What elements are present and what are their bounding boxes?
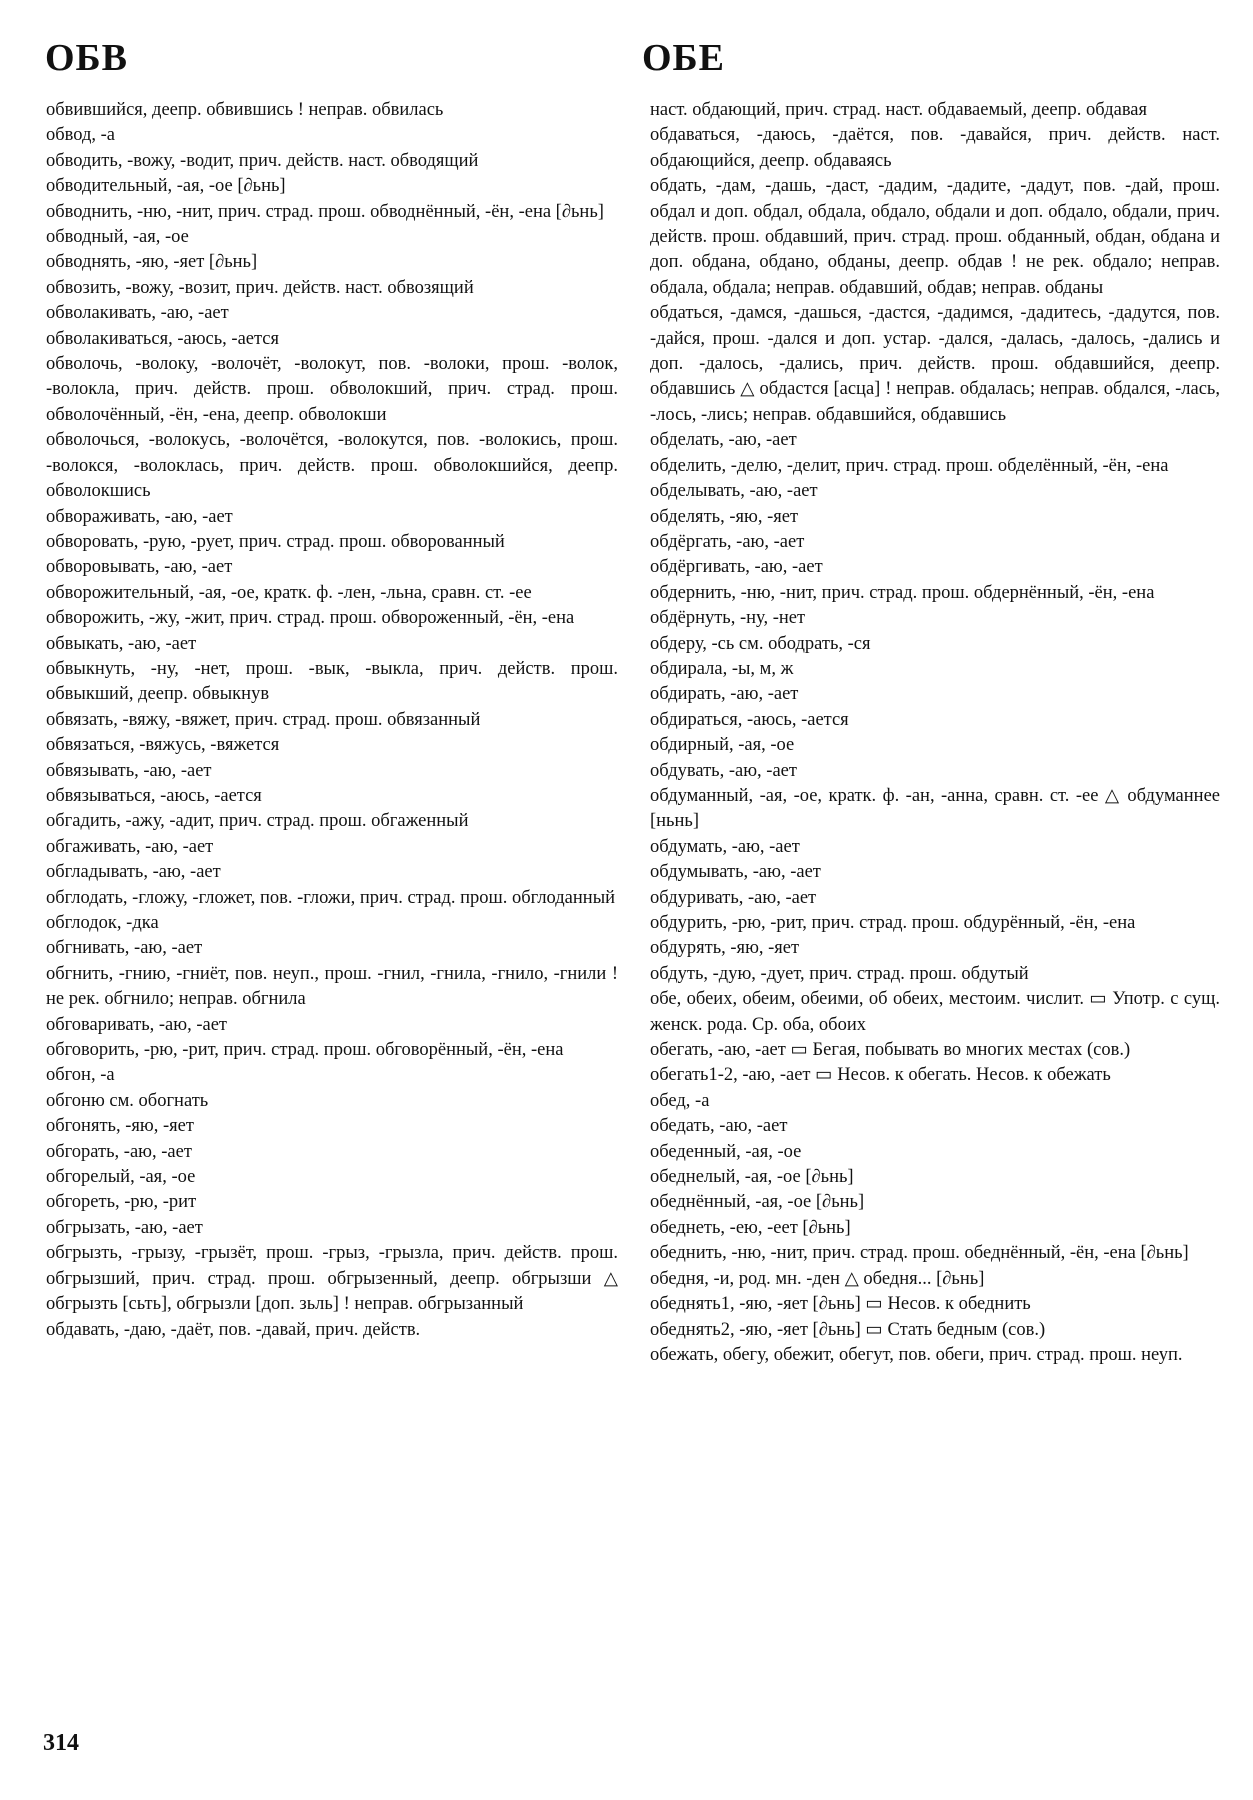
dictionary-entry: обе, обеих, обеим, обеими, об обеих, местоим. числит. ▭ Употр. с сущ. женск. рода. Ср. оба, обоих [650, 989, 1220, 1035]
dictionary-entry: обволочься, -волокусь, -волочётся, -волокутся, пов. -волокись, прош. -волокся, -волоклась, прич. действ. прош. обволокшийся, деепр. обволокшись [46, 430, 618, 502]
dictionary-entry: обвязаться, -вяжусь, -вяжется [46, 735, 280, 756]
dictionary-entry: обговорить, -рю, -рит, прич. страд. прош. обговорённый, -ён, -ена [46, 1040, 564, 1061]
dictionary-entry: обглодок, -дка [46, 913, 159, 933]
dictionary-entry: обеднеть, -ею, -еет [∂ьнь] [650, 1217, 851, 1238]
dictionary-entry: обделять, -яю, -яет [650, 506, 799, 527]
dictionary-entry: обвыкать, -аю, -ает [46, 633, 197, 654]
dictionary-entry: обдирный, -ая, -ое [650, 735, 795, 756]
dictionary-entry: обдёргать, -аю, -ает [650, 531, 805, 552]
dictionary-entry: обеднять2, -яю, -яет [∂ьнь] ▭ Стать бедным (сов.) [650, 1319, 1046, 1340]
dictionary-entry: обгаживать, -аю, -ает [46, 836, 214, 857]
dictionary-entry: обговаривать, -аю, -ает [46, 1014, 227, 1035]
running-head-right: ОБЕ [642, 37, 726, 79]
dictionary-entry: обводный, -ая, -ое [46, 227, 189, 248]
dictionary-entry: обгорать, -аю, -ает [46, 1141, 192, 1162]
dictionary-entry: обдеру, -сь см. ободрать, -ся [650, 633, 871, 654]
dictionary-entry: обдёрнуть, -ну, -нет [650, 608, 806, 629]
dictionary-entry: обдернить, -ню, -нит, прич. страд. прош. обдернённый, -ён, -ена [650, 582, 1155, 603]
dictionary-entry: обгладывать, -аю, -ает [46, 862, 221, 883]
page-number: 314 [43, 1730, 79, 1756]
dictionary-entry: обгрызать, -аю, -ает [46, 1217, 203, 1238]
dictionary-entry: обдаться, -дамся, -дашься, -дастся, -дадимся, -дадитесь, -дадутся, пов. -дайся, прош. -дался и доп. устар. -дался, -далась, -далось, -дались и доп. -далось, -дались, прич. действ. прош. обдавшийся, деепр. обдавшись △ обдастся [асца] ! неправ. обдалась; неправ. обдался, -лась, -лось, -лись; неправ. обдавшийся, обдавшись [650, 303, 1220, 425]
dictionary-entry: обгон, -а [46, 1065, 115, 1086]
dictionary-entry: обегать, -аю, -ает ▭ Бегая, побывать во многих местах (сов.) [650, 1040, 1131, 1061]
dictionary-entry: обдуть, -дую, -дует, прич. страд. прош. обдутый [650, 963, 1029, 984]
dictionary-entry: обволакивать, -аю, -ает [46, 303, 229, 324]
dictionary-entry: обдирать, -аю, -ает [650, 684, 799, 705]
dictionary-entry: обвораживать, -аю, -ает [46, 506, 233, 527]
dictionary-entry: обвязываться, -аюсь, -ается [46, 785, 262, 806]
dictionary-entry: обгрызть, -грызу, -грызёт, прош. -грыз, -грызла, прич. действ. прош. обгрызший, прич. страд. прош. обгрызенный, деепр. обгрызши △ обгрызть [сьть], обгрызли [доп. зьль] ! неправ. обгрызанный [46, 1243, 618, 1315]
dictionary-entry: обделывать, -аю, -ает [650, 481, 818, 502]
dictionary-entry: обдурять, -яю, -яет [650, 938, 800, 959]
dictionary-entry: обдумывать, -аю, -ает [650, 862, 821, 883]
dictionary-entry: обдирала, -ы, м, ж [650, 658, 794, 679]
dictionary-entry: обводнять, -яю, -яет [∂ьнь] [46, 252, 258, 273]
dictionary-entry: обдать, -дам, -дашь, -даст, -дадим, -дадите, -дадут, пов. -дай, прош. обдал и доп. обдал, обдала, обдало, обдали и доп. обдало, обдали, прич. действ. прош. обдавший, прич. страд. прош. обданный, обдан, обдана и доп. обдана, обдано, обданы, деепр. обдав ! не рек. обдало; неправ. обдала, обдала; неправ. обдавший, обдав; неправ. обданы [650, 176, 1220, 298]
dictionary-entry: обвод, -а [46, 125, 116, 146]
dictionary-entry: обгадить, -ажу, -адит, прич. страд. прош. обгаженный [46, 811, 469, 832]
dictionary-entry: обгореть, -рю, -рит [46, 1192, 197, 1213]
dictionary-entry: обворовать, -рую, -рует, прич. страд. прош. обворованный [46, 531, 505, 552]
running-head-left: ОБВ [45, 37, 129, 79]
dictionary-entry: обежать, обегу, обежит, обегут, пов. обеги, прич. страд. прош. неуп. [650, 1344, 1183, 1365]
dictionary-entry: обдуманный, -ая, -ое, кратк. ф. -ан, -анна, сравн. ст. -ее △ обдуманнее [ньнь] [650, 785, 1220, 832]
dictionary-entry: обворожить, -жу, -жит, прич. страд. прош. обвороженный, -ён, -ена [46, 608, 575, 629]
dictionary-entry: обворожительный, -ая, -ое, кратк. ф. -лен, -льна, сравн. ст. -ее [46, 582, 532, 603]
dictionary-entry: обегать1-2, -аю, -ает ▭ Несов. к обегать. Несов. к обежать [650, 1065, 1111, 1086]
left-column [46, 98, 618, 1343]
dictionary-entry: обволочь, -волоку, -волочёт, -волокут, пов. -волоки, прош. -волок, -волокла, прич. действ. прош. обволокший, прич. страд. прош. обволочённый, -ён, -ена, деепр. обволокши [46, 354, 618, 425]
dictionary-entry: обед, -а [650, 1090, 710, 1111]
dictionary-entry: обводительный, -ая, -ое [∂ьнь] [46, 176, 286, 197]
dictionary-entry: обдурить, -рю, -рит, прич. страд. прош. обдурённый, -ён, -ена [650, 913, 1136, 933]
dictionary-entry: обеднённый, -ая, -ое [∂ьнь] [650, 1192, 865, 1213]
dictionary-entry: обдираться, -аюсь, -ается [650, 709, 849, 730]
dictionary-entry: обводнить, -ню, -нит, прич. страд. прош. обводнённый, -ён, -ена [∂ьнь] [46, 201, 604, 222]
right-column [650, 98, 1220, 1368]
dictionary-entry: обдаваться, -даюсь, -даётся, пов. -давайся, прич. действ. наст. обдающийся, деепр. обдаваясь [650, 125, 1220, 171]
dictionary-entry: обгнить, -гнию, -гниёт, пов. неуп., прош. -гнил, -гнила, -гнило, -гнили ! не рек. обгнило; неправ. обгнила [46, 963, 618, 1010]
dictionary-entry: обеднить, -ню, -нит, прич. страд. прош. обеднённый, -ён, -ена [∂ьнь] [650, 1243, 1189, 1264]
dictionary-entry: обводить, -вожу, -водит, прич. действ. наст. обводящий [46, 150, 479, 171]
dictionary-entry: обедать, -аю, -ает [650, 1116, 788, 1137]
dictionary-entry: наст. обдающий, прич. страд. наст. обдаваемый, деепр. обдавая [650, 100, 1148, 120]
dictionary-entry: обвившийся, деепр. обвившись ! неправ. обвилась [46, 100, 444, 120]
dictionary-entry: обвыкнуть, -ну, -нет, прош. -вык, -выкла, прич. действ. прош. обвыкший, деепр. обвыкнув [46, 658, 618, 705]
dictionary-entry: обдуривать, -аю, -ает [650, 887, 817, 908]
dictionary-entry: обволакиваться, -аюсь, -ается [46, 328, 280, 349]
dictionary-entry: обдавать, -даю, -даёт, пов. -давай, прич. действ. [46, 1319, 421, 1340]
dictionary-entry: обделать, -аю, -ает [650, 430, 797, 451]
dictionary-entry: обглодать, -гложу, -гложет, пов. -гложи, прич. страд. прош. обглоданный [46, 887, 616, 908]
dictionary-entry: обеднять1, -яю, -яет [∂ьнь] ▭ Несов. к обеднить [650, 1294, 1031, 1315]
dictionary-entry: обедня, -и, род. мн. -ден △ обедня... [∂ьнь] [650, 1268, 985, 1289]
dictionary-entry: обдувать, -аю, -ает [650, 760, 797, 781]
dictionary-entry: обдёргивать, -аю, -ает [650, 557, 823, 578]
dictionary-entry: обгорелый, -ая, -ое [46, 1167, 196, 1188]
dictionary-entry: обеденный, -ая, -ое [650, 1141, 802, 1162]
dictionary-entry: обвязать, -вяжу, -вяжет, прич. страд. прош. обвязанный [46, 709, 481, 730]
dictionary-entry: обделить, -делю, -делит, прич. страд. прош. обделённый, -ён, -ена [650, 455, 1169, 476]
dictionary-entry: обгнивать, -аю, -ает [46, 938, 203, 959]
dictionary-entry: обгоню см. обогнать [46, 1090, 209, 1111]
dictionary-entry: обеднелый, -ая, -ое [∂ьнь] [650, 1167, 854, 1188]
dictionary-entry: обгонять, -яю, -яет [46, 1116, 194, 1137]
dictionary-entry: обвозить, -вожу, -возит, прич. действ. наст. обвозящий [46, 277, 474, 298]
dictionary-entry: обвязывать, -аю, -ает [46, 760, 212, 781]
dictionary-entry: обворовывать, -аю, -ает [46, 557, 233, 578]
dictionary-entry: обдумать, -аю, -ает [650, 836, 800, 857]
